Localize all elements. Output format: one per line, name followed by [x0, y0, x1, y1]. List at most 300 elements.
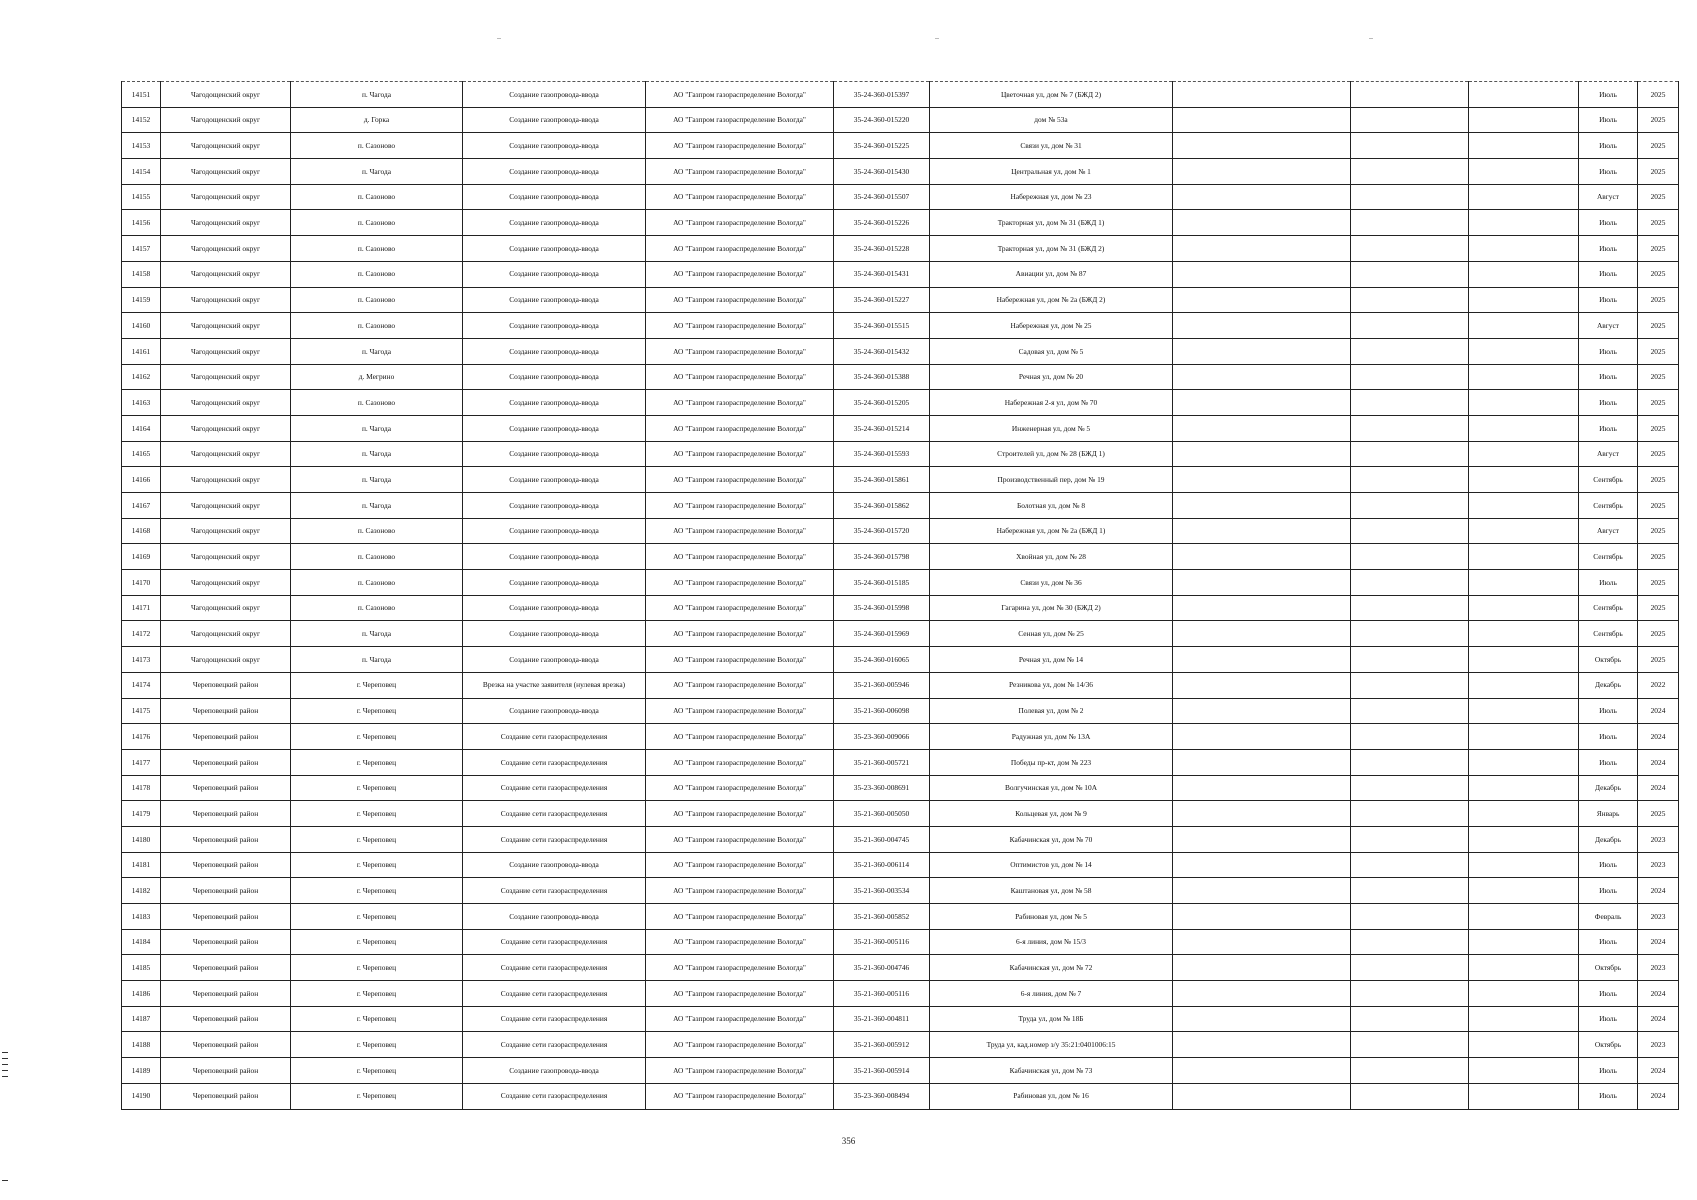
cell-blank-2: [1351, 107, 1469, 133]
cell-work-type: Создание сети газораспределения: [463, 826, 646, 852]
cell-month: Июль: [1579, 698, 1638, 724]
cell-application-number: 35-24-360-015720: [834, 518, 930, 544]
table-row: [122, 544, 1679, 570]
cell-work-type: Создание газопровода-ввода: [463, 338, 646, 364]
cell-month: Август: [1579, 313, 1638, 339]
cell-work-type: Создание газопровода-ввода: [463, 647, 646, 673]
cell-month: Август: [1579, 184, 1638, 210]
cell-blank-1: [1173, 724, 1351, 750]
margin-mark: [2, 1052, 8, 1053]
cell-blank-2: [1351, 313, 1469, 339]
cell-month: Октябрь: [1579, 955, 1638, 981]
cell-blank-2: [1351, 698, 1469, 724]
cell-address: Труда ул, кад.номер з/у 35:21:0401006:15: [930, 1032, 1173, 1058]
table-row: [122, 82, 1679, 108]
cell-settlement: г. Череповец: [291, 1058, 463, 1084]
cell-blank-1: [1173, 133, 1351, 159]
cell-month: Сентябрь: [1579, 467, 1638, 493]
cell-blank-2: [1351, 390, 1469, 416]
table-row: [122, 1032, 1679, 1058]
cell-blank-2: [1351, 184, 1469, 210]
cell-blank-2: [1351, 1083, 1469, 1109]
cell-district: Череповецкий район: [161, 749, 291, 775]
cell-blank-3: [1469, 364, 1579, 390]
cell-district: Чагодощенский округ: [161, 415, 291, 441]
cell-blank-2: [1351, 570, 1469, 596]
cell-year: 2025: [1638, 184, 1679, 210]
cell-organization: АО "Газпром газораспределение Вологда": [646, 929, 834, 955]
cell-settlement: п. Сазоново: [291, 518, 463, 544]
cell-year: 2025: [1638, 313, 1679, 339]
cell-year: 2025: [1638, 364, 1679, 390]
cell-district: Чагодощенский округ: [161, 518, 291, 544]
cell-work-type: Создание газопровода-ввода: [463, 904, 646, 930]
cell-month: Сентябрь: [1579, 621, 1638, 647]
cell-blank-1: [1173, 210, 1351, 236]
cell-application-number: 35-21-360-005914: [834, 1058, 930, 1084]
table-row: [122, 826, 1679, 852]
cell-month: Июль: [1579, 287, 1638, 313]
cell-settlement: г. Череповец: [291, 698, 463, 724]
cell-application-number: 35-23-360-008691: [834, 775, 930, 801]
cell-month: Октябрь: [1579, 1032, 1638, 1058]
cell-blank-2: [1351, 544, 1469, 570]
table-row: [122, 493, 1679, 519]
cell-district: Чагодощенский округ: [161, 441, 291, 467]
cell-blank-3: [1469, 261, 1579, 287]
scan-mark: [1369, 38, 1373, 39]
cell-blank-3: [1469, 749, 1579, 775]
cell-work-type: Создание газопровода-ввода: [463, 313, 646, 339]
cell-year: 2025: [1638, 287, 1679, 313]
cell-address: Набережная ул, дом № 25: [930, 313, 1173, 339]
cell-work-type: Создание сети газораспределения: [463, 981, 646, 1007]
cell-blank-2: [1351, 1032, 1469, 1058]
cell-year: 2025: [1638, 338, 1679, 364]
cell-blank-1: [1173, 698, 1351, 724]
cell-settlement: п. Сазоново: [291, 287, 463, 313]
cell-blank-3: [1469, 570, 1579, 596]
cell-row-number: 14162: [122, 364, 161, 390]
cell-work-type: Создание газопровода-ввода: [463, 236, 646, 262]
cell-row-number: 14151: [122, 82, 161, 108]
cell-work-type: Создание сети газораспределения: [463, 929, 646, 955]
cell-blank-1: [1173, 287, 1351, 313]
cell-blank-1: [1173, 1058, 1351, 1084]
cell-address: Сенная ул, дом № 25: [930, 621, 1173, 647]
cell-blank-3: [1469, 1032, 1579, 1058]
cell-month: Июль: [1579, 878, 1638, 904]
cell-settlement: г. Череповец: [291, 724, 463, 750]
cell-year: 2025: [1638, 621, 1679, 647]
cell-row-number: 14152: [122, 107, 161, 133]
cell-settlement: п. Сазоново: [291, 184, 463, 210]
cell-blank-1: [1173, 621, 1351, 647]
cell-address: Набережная ул, дом № 23: [930, 184, 1173, 210]
cell-district: Череповецкий район: [161, 1083, 291, 1109]
cell-organization: АО "Газпром газораспределение Вологда": [646, 801, 834, 827]
cell-blank-2: [1351, 1006, 1469, 1032]
table-row: [122, 570, 1679, 596]
cell-blank-1: [1173, 826, 1351, 852]
cell-work-type: Врезка на участке заявителя (нулевая врезка): [463, 672, 646, 698]
cell-blank-3: [1469, 672, 1579, 698]
cell-address: Резникова ул, дом № 14/36: [930, 672, 1173, 698]
cell-district: Чагодощенский округ: [161, 287, 291, 313]
cell-address: Набережная ул, дом № 2а (БЖД 1): [930, 518, 1173, 544]
cell-month: Июль: [1579, 570, 1638, 596]
cell-blank-1: [1173, 518, 1351, 544]
cell-blank-2: [1351, 493, 1469, 519]
cell-blank-2: [1351, 826, 1469, 852]
table-row: [122, 210, 1679, 236]
cell-row-number: 14175: [122, 698, 161, 724]
cell-blank-3: [1469, 1058, 1579, 1084]
cell-row-number: 14170: [122, 570, 161, 596]
cell-settlement: г. Череповец: [291, 852, 463, 878]
table-row: [122, 1083, 1679, 1109]
cell-blank-3: [1469, 1006, 1579, 1032]
cell-month: Август: [1579, 441, 1638, 467]
cell-organization: АО "Газпром газораспределение Вологда": [646, 287, 834, 313]
cell-blank-3: [1469, 313, 1579, 339]
cell-organization: АО "Газпром газораспределение Вологда": [646, 236, 834, 262]
cell-work-type: Создание газопровода-ввода: [463, 570, 646, 596]
cell-organization: АО "Газпром газораспределение Вологда": [646, 159, 834, 185]
cell-settlement: п. Сазоново: [291, 261, 463, 287]
cell-blank-1: [1173, 1083, 1351, 1109]
cell-organization: АО "Газпром газораспределение Вологда": [646, 1006, 834, 1032]
cell-blank-3: [1469, 184, 1579, 210]
cell-application-number: 35-21-360-005116: [834, 929, 930, 955]
cell-organization: АО "Газпром газораспределение Вологда": [646, 904, 834, 930]
table-row: [122, 390, 1679, 416]
cell-district: Чагодощенский округ: [161, 493, 291, 519]
cell-settlement: п. Чагода: [291, 159, 463, 185]
cell-address: Кабачинская ул, дом № 70: [930, 826, 1173, 852]
cell-blank-3: [1469, 698, 1579, 724]
cell-blank-1: [1173, 236, 1351, 262]
table-row: [122, 364, 1679, 390]
cell-application-number: 35-24-360-015998: [834, 595, 930, 621]
cell-address: Хвойная ул, дом № 28: [930, 544, 1173, 570]
cell-blank-3: [1469, 878, 1579, 904]
cell-application-number: 35-21-360-005721: [834, 749, 930, 775]
cell-organization: АО "Газпром газораспределение Вологда": [646, 878, 834, 904]
cell-year: 2025: [1638, 133, 1679, 159]
cell-work-type: Создание газопровода-ввода: [463, 698, 646, 724]
cell-application-number: 35-21-360-006098: [834, 698, 930, 724]
cell-district: Череповецкий район: [161, 981, 291, 1007]
cell-blank-1: [1173, 493, 1351, 519]
cell-month: Июль: [1579, 852, 1638, 878]
cell-application-number: 35-21-360-006114: [834, 852, 930, 878]
cell-month: Июль: [1579, 1083, 1638, 1109]
cell-settlement: д. Мегрино: [291, 364, 463, 390]
cell-blank-1: [1173, 647, 1351, 673]
cell-settlement: п. Чагода: [291, 621, 463, 647]
cell-address: дом № 53а: [930, 107, 1173, 133]
cell-month: Февраль: [1579, 904, 1638, 930]
cell-blank-3: [1469, 904, 1579, 930]
cell-blank-3: [1469, 159, 1579, 185]
cell-organization: АО "Газпром газораспределение Вологда": [646, 261, 834, 287]
scan-mark: [497, 38, 501, 39]
cell-blank-2: [1351, 647, 1469, 673]
cell-organization: АО "Газпром газораспределение Вологда": [646, 467, 834, 493]
cell-settlement: п. Сазоново: [291, 210, 463, 236]
cell-month: Июль: [1579, 724, 1638, 750]
cell-settlement: д. Горка: [291, 107, 463, 133]
cell-blank-2: [1351, 749, 1469, 775]
cell-blank-2: [1351, 672, 1469, 698]
margin-mark: [2, 1076, 8, 1077]
cell-row-number: 14188: [122, 1032, 161, 1058]
cell-year: 2025: [1638, 107, 1679, 133]
cell-year: 2024: [1638, 878, 1679, 904]
scan-mark: [935, 38, 939, 39]
cell-blank-3: [1469, 595, 1579, 621]
cell-blank-3: [1469, 724, 1579, 750]
cell-row-number: 14153: [122, 133, 161, 159]
cell-district: Череповецкий район: [161, 1032, 291, 1058]
cell-district: Череповецкий район: [161, 698, 291, 724]
cell-settlement: п. Чагода: [291, 493, 463, 519]
cell-work-type: Создание газопровода-ввода: [463, 261, 646, 287]
cell-application-number: 35-24-360-015861: [834, 467, 930, 493]
cell-blank-2: [1351, 904, 1469, 930]
cell-row-number: 14168: [122, 518, 161, 544]
cell-month: Декабрь: [1579, 826, 1638, 852]
cell-blank-1: [1173, 415, 1351, 441]
cell-settlement: г. Череповец: [291, 801, 463, 827]
cell-organization: АО "Газпром газораспределение Вологда": [646, 955, 834, 981]
cell-address: Тракторная ул, дом № 31 (БЖД 2): [930, 236, 1173, 262]
cell-blank-1: [1173, 313, 1351, 339]
cell-settlement: г. Череповец: [291, 672, 463, 698]
cell-blank-3: [1469, 236, 1579, 262]
cell-work-type: Создание сети газораспределения: [463, 955, 646, 981]
cell-blank-3: [1469, 338, 1579, 364]
table-row: [122, 184, 1679, 210]
cell-address: Гагарина ул, дом № 30 (БЖД 2): [930, 595, 1173, 621]
cell-blank-2: [1351, 955, 1469, 981]
table-row: [122, 698, 1679, 724]
cell-organization: АО "Газпром газораспределение Вологда": [646, 415, 834, 441]
table-row: [122, 595, 1679, 621]
cell-work-type: Создание сети газораспределения: [463, 1006, 646, 1032]
cell-application-number: 35-24-360-015228: [834, 236, 930, 262]
cell-blank-3: [1469, 133, 1579, 159]
cell-address: Речная ул, дом № 14: [930, 647, 1173, 673]
cell-row-number: 14178: [122, 775, 161, 801]
cell-blank-1: [1173, 775, 1351, 801]
cell-work-type: Создание газопровода-ввода: [463, 210, 646, 236]
cell-row-number: 14177: [122, 749, 161, 775]
cell-organization: АО "Газпром газораспределение Вологда": [646, 1058, 834, 1084]
cell-month: Сентябрь: [1579, 595, 1638, 621]
cell-application-number: 35-24-360-015507: [834, 184, 930, 210]
cell-row-number: 14185: [122, 955, 161, 981]
cell-row-number: 14179: [122, 801, 161, 827]
cell-blank-2: [1351, 621, 1469, 647]
table-row: [122, 621, 1679, 647]
cell-application-number: 35-21-360-005946: [834, 672, 930, 698]
cell-work-type: Создание газопровода-ввода: [463, 467, 646, 493]
cell-application-number: 35-23-360-009066: [834, 724, 930, 750]
cell-blank-1: [1173, 595, 1351, 621]
cell-blank-1: [1173, 1032, 1351, 1058]
cell-settlement: п. Чагода: [291, 338, 463, 364]
cell-blank-2: [1351, 467, 1469, 493]
cell-address: Тракторная ул, дом № 31 (БЖД 1): [930, 210, 1173, 236]
cell-year: 2024: [1638, 749, 1679, 775]
cell-settlement: п. Чагода: [291, 467, 463, 493]
cell-blank-2: [1351, 1058, 1469, 1084]
cell-blank-1: [1173, 955, 1351, 981]
cell-organization: АО "Газпром газораспределение Вологда": [646, 544, 834, 570]
cell-year: 2024: [1638, 724, 1679, 750]
cell-application-number: 35-24-360-015431: [834, 261, 930, 287]
cell-address: Связи ул, дом № 31: [930, 133, 1173, 159]
cell-row-number: 14155: [122, 184, 161, 210]
cell-organization: АО "Газпром газораспределение Вологда": [646, 775, 834, 801]
cell-row-number: 14180: [122, 826, 161, 852]
cell-district: Череповецкий район: [161, 878, 291, 904]
cell-blank-3: [1469, 852, 1579, 878]
cell-organization: АО "Газпром газораспределение Вологда": [646, 107, 834, 133]
cell-organization: АО "Газпром газораспределение Вологда": [646, 313, 834, 339]
cell-settlement: п. Сазоново: [291, 390, 463, 416]
cell-row-number: 14182: [122, 878, 161, 904]
cell-blank-1: [1173, 364, 1351, 390]
cell-address: Цветочная ул, дом № 7 (БЖД 2): [930, 82, 1173, 108]
table-row: [122, 1006, 1679, 1032]
cell-month: Июль: [1579, 390, 1638, 416]
cell-address: Центральная ул, дом № 1: [930, 159, 1173, 185]
cell-row-number: 14189: [122, 1058, 161, 1084]
cell-application-number: 35-24-360-015430: [834, 159, 930, 185]
cell-blank-3: [1469, 826, 1579, 852]
cell-row-number: 14156: [122, 210, 161, 236]
table-row: [122, 441, 1679, 467]
cell-organization: АО "Газпром газораспределение Вологда": [646, 210, 834, 236]
cell-settlement: п. Чагода: [291, 82, 463, 108]
cell-year: 2025: [1638, 82, 1679, 108]
cell-address: Радужная ул, дом № 13А: [930, 724, 1173, 750]
cell-blank-2: [1351, 82, 1469, 108]
table-row: [122, 724, 1679, 750]
cell-year: 2025: [1638, 570, 1679, 596]
cell-settlement: г. Череповец: [291, 1032, 463, 1058]
table-row: [122, 955, 1679, 981]
cell-month: Сентябрь: [1579, 544, 1638, 570]
cell-organization: АО "Газпром газораспределение Вологда": [646, 698, 834, 724]
cell-blank-3: [1469, 647, 1579, 673]
page-number: 356: [841, 1136, 856, 1146]
cell-year: 2023: [1638, 852, 1679, 878]
cell-district: Чагодощенский округ: [161, 621, 291, 647]
cell-year: 2024: [1638, 698, 1679, 724]
cell-application-number: 35-24-360-015969: [834, 621, 930, 647]
cell-month: Июль: [1579, 1006, 1638, 1032]
cell-blank-3: [1469, 287, 1579, 313]
cell-blank-2: [1351, 775, 1469, 801]
cell-settlement: п. Чагода: [291, 441, 463, 467]
cell-work-type: Создание газопровода-ввода: [463, 595, 646, 621]
cell-row-number: 14172: [122, 621, 161, 647]
cell-row-number: 14163: [122, 390, 161, 416]
cell-row-number: 14181: [122, 852, 161, 878]
cell-work-type: Создание газопровода-ввода: [463, 82, 646, 108]
cell-year: 2025: [1638, 493, 1679, 519]
cell-application-number: 35-24-360-015205: [834, 390, 930, 416]
cell-row-number: 14166: [122, 467, 161, 493]
cell-year: 2025: [1638, 236, 1679, 262]
table-row: [122, 133, 1679, 159]
cell-address: Каштановая ул, дом № 58: [930, 878, 1173, 904]
cell-organization: АО "Газпром газораспределение Вологда": [646, 82, 834, 108]
table-row: [122, 929, 1679, 955]
cell-blank-1: [1173, 801, 1351, 827]
cell-district: Череповецкий район: [161, 1058, 291, 1084]
cell-work-type: Создание сети газораспределения: [463, 801, 646, 827]
cell-year: 2025: [1638, 467, 1679, 493]
margin-mark: [2, 1058, 8, 1059]
cell-work-type: Создание газопровода-ввода: [463, 415, 646, 441]
cell-blank-3: [1469, 390, 1579, 416]
cell-application-number: 35-24-360-015214: [834, 415, 930, 441]
table-container: [121, 81, 1679, 1110]
cell-address: Строителей ул, дом № 28 (БЖД 1): [930, 441, 1173, 467]
gas-connection-table: [121, 81, 1679, 1110]
cell-address: Инженерная ул, дом № 5: [930, 415, 1173, 441]
cell-settlement: п. Сазоново: [291, 133, 463, 159]
table-row: [122, 647, 1679, 673]
cell-row-number: 14158: [122, 261, 161, 287]
cell-month: Июль: [1579, 159, 1638, 185]
cell-address: Полевая ул, дом № 2: [930, 698, 1173, 724]
margin-mark: [2, 1180, 8, 1181]
cell-month: Июль: [1579, 236, 1638, 262]
cell-district: Череповецкий район: [161, 955, 291, 981]
cell-blank-2: [1351, 878, 1469, 904]
cell-row-number: 14190: [122, 1083, 161, 1109]
margin-mark: [2, 1070, 8, 1071]
cell-settlement: г. Череповец: [291, 1006, 463, 1032]
cell-work-type: Создание газопровода-ввода: [463, 852, 646, 878]
cell-address: Кабачинская ул, дом № 73: [930, 1058, 1173, 1084]
cell-month: Июль: [1579, 1058, 1638, 1084]
cell-district: Чагодощенский округ: [161, 647, 291, 673]
table-row: [122, 261, 1679, 287]
cell-work-type: Создание газопровода-ввода: [463, 159, 646, 185]
cell-blank-1: [1173, 261, 1351, 287]
table-row: [122, 852, 1679, 878]
cell-blank-2: [1351, 981, 1469, 1007]
cell-month: Сентябрь: [1579, 493, 1638, 519]
cell-application-number: 35-24-360-015225: [834, 133, 930, 159]
cell-district: Чагодощенский округ: [161, 133, 291, 159]
cell-blank-1: [1173, 544, 1351, 570]
cell-row-number: 14187: [122, 1006, 161, 1032]
cell-month: Июль: [1579, 261, 1638, 287]
cell-organization: АО "Газпром газораспределение Вологда": [646, 133, 834, 159]
cell-blank-2: [1351, 595, 1469, 621]
cell-blank-1: [1173, 184, 1351, 210]
cell-year: 2023: [1638, 955, 1679, 981]
cell-year: 2025: [1638, 390, 1679, 416]
